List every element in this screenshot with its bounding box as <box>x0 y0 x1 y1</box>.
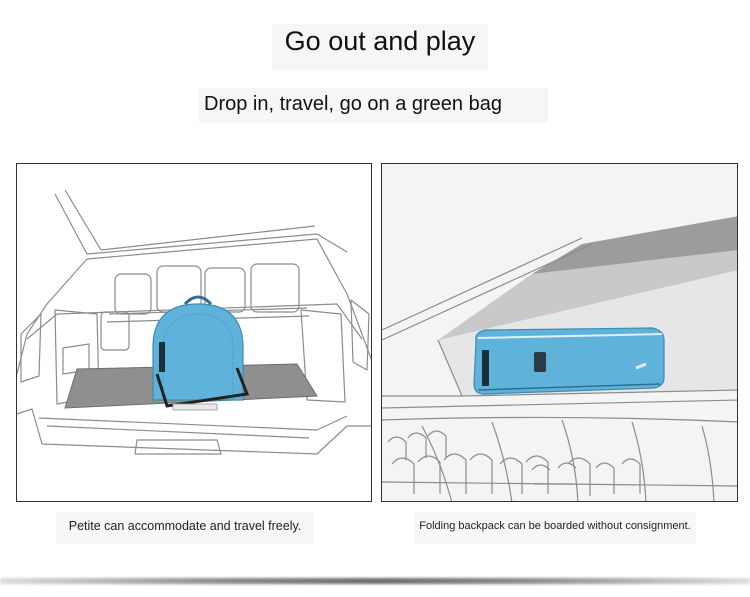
subheadline: Drop in, travel, go on a green bag <box>198 88 548 122</box>
car-trunk-drawing <box>17 164 372 502</box>
overhead-bin-illustration <box>381 163 738 502</box>
folded-backpack-icon <box>474 328 664 394</box>
blue-backpack-icon <box>153 297 247 410</box>
aircraft-cabin-drawing <box>382 164 738 502</box>
caption-overhead-bin: Folding backpack can be boarded without consignment. <box>414 512 696 544</box>
footer-divider <box>0 578 750 584</box>
caption-car-trunk: Petite can accommodate and travel freely. <box>56 512 314 544</box>
car-trunk-illustration <box>16 163 372 502</box>
headline: Go out and play <box>272 24 488 70</box>
